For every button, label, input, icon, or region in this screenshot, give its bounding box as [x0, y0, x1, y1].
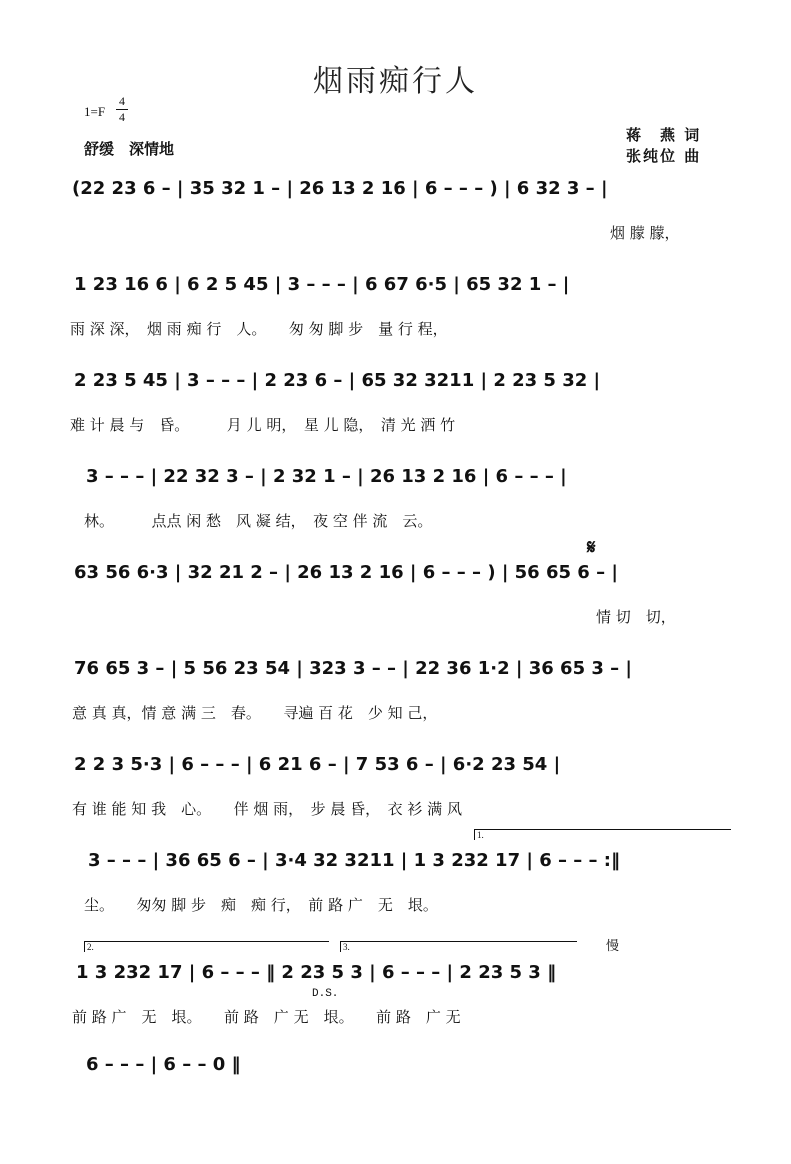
time-signature [116, 94, 128, 125]
segno-sign: 𝄋 [587, 535, 596, 559]
lyrics-line-9: 前 路 广 无 垠。 前 路 广 无 垠。 前 路 广 无 [72, 1008, 461, 1026]
notes-line-1: (22 23 6 – | 35 32 1 – | 26 13 2 16 | 6 – – – ) | 6 32 3 – | [72, 178, 608, 199]
slow-marking: 慢 [606, 939, 620, 954]
notes-line-9: 1 3 232 17 | 6 – – – ‖ 2 23 5 3 | 6 – – – | 2 23 5 3 ‖ [76, 962, 557, 983]
notes-line-8: 3 – – – | 36 65 6 – | 3·4 32 3211 | 1 3 232 17 | 6 – – – :‖ [88, 850, 621, 871]
lyricist-credit: 蒋 燕 词 [626, 126, 702, 144]
meter-top: 4 [119, 94, 125, 108]
staff-line-2 [0, 274, 791, 384]
lyrics-line-6: 意 真 真，情 意 满 三 春。 寻遍 百 花 少 知 己， [72, 704, 438, 722]
volta-3: 3. [340, 941, 577, 952]
lyrics-line-7: 有 谁 能 知 我 心。 伴 烟 雨， 步 晨 昏， 衣 衫 满 风 [72, 800, 462, 818]
staff-line-5 [0, 562, 791, 672]
volta-2: 2. [84, 941, 329, 952]
volta-1: 1. [474, 829, 731, 840]
notes-line-6: 76 65 3 – | 5 56 23 54 | 323 3 – – | 22 36 1·2 | 36 65 3 – | [74, 658, 632, 679]
meter-bottom: 4 [116, 109, 128, 125]
notes-line-4: 3 – – – | 22 32 3 – | 2 32 1 – | 26 13 2 16 | 6 – – – | [86, 466, 567, 487]
staff-line-4 [0, 466, 791, 576]
staff-line-1 [0, 178, 791, 288]
staff-line-7 [0, 754, 791, 864]
lyrics-line-2: 雨 深 深， 烟 雨 痴 行 人。 匆 匆 脚 步 量 行 程， [70, 320, 448, 338]
key-signature: 1=F [84, 104, 106, 119]
song-title: 烟雨痴行人 [313, 64, 478, 99]
notes-line-10: 6 – – – | 6 – – 0 ‖ [86, 1054, 241, 1075]
staff-line-3 [0, 370, 791, 480]
tempo-marking: 舒缓 深情地 [84, 140, 175, 158]
notes-line-7: 2 2 3 5·3 | 6 – – – | 6 21 6 – | 7 53 6 – | 6·2 23 54 | [74, 754, 561, 775]
dal-segno: D.S. [312, 988, 339, 1000]
staff-line-10 [0, 1054, 791, 1164]
composer-credit: 张纯位 曲 [626, 147, 702, 165]
notes-line-5: 63 56 6·3 | 32 21 2 – | 26 13 2 16 | 6 – – – ) | 56 65 6 – | [74, 562, 618, 583]
lyrics-line-8: 尘。 匆匆 脚 步 痴 痴 行， 前 路 广 无 垠。 [84, 896, 438, 914]
lyrics-line-3: 难 计 晨 与 昏。 月 儿 明， 星 儿 隐， 清 光 洒 竹 [70, 416, 456, 434]
staff-line-6 [0, 658, 791, 768]
notes-line-3: 2 23 5 45 | 3 – – – | 2 23 6 – | 65 32 3211 | 2 23 5 32 | [74, 370, 601, 391]
notes-line-2: 1 23 16 6 | 6 2 5 45 | 3 – – – | 6 67 6·5 | 65 32 1 – | [74, 274, 570, 295]
lyrics-line-5: 情 切 切， [596, 608, 676, 626]
lyrics-line-4: 林。 点点 闲 愁 风 凝 结， 夜 空 伴 流 云。 [84, 512, 433, 530]
lyrics-line-1: 烟 朦 朦， [610, 224, 680, 242]
